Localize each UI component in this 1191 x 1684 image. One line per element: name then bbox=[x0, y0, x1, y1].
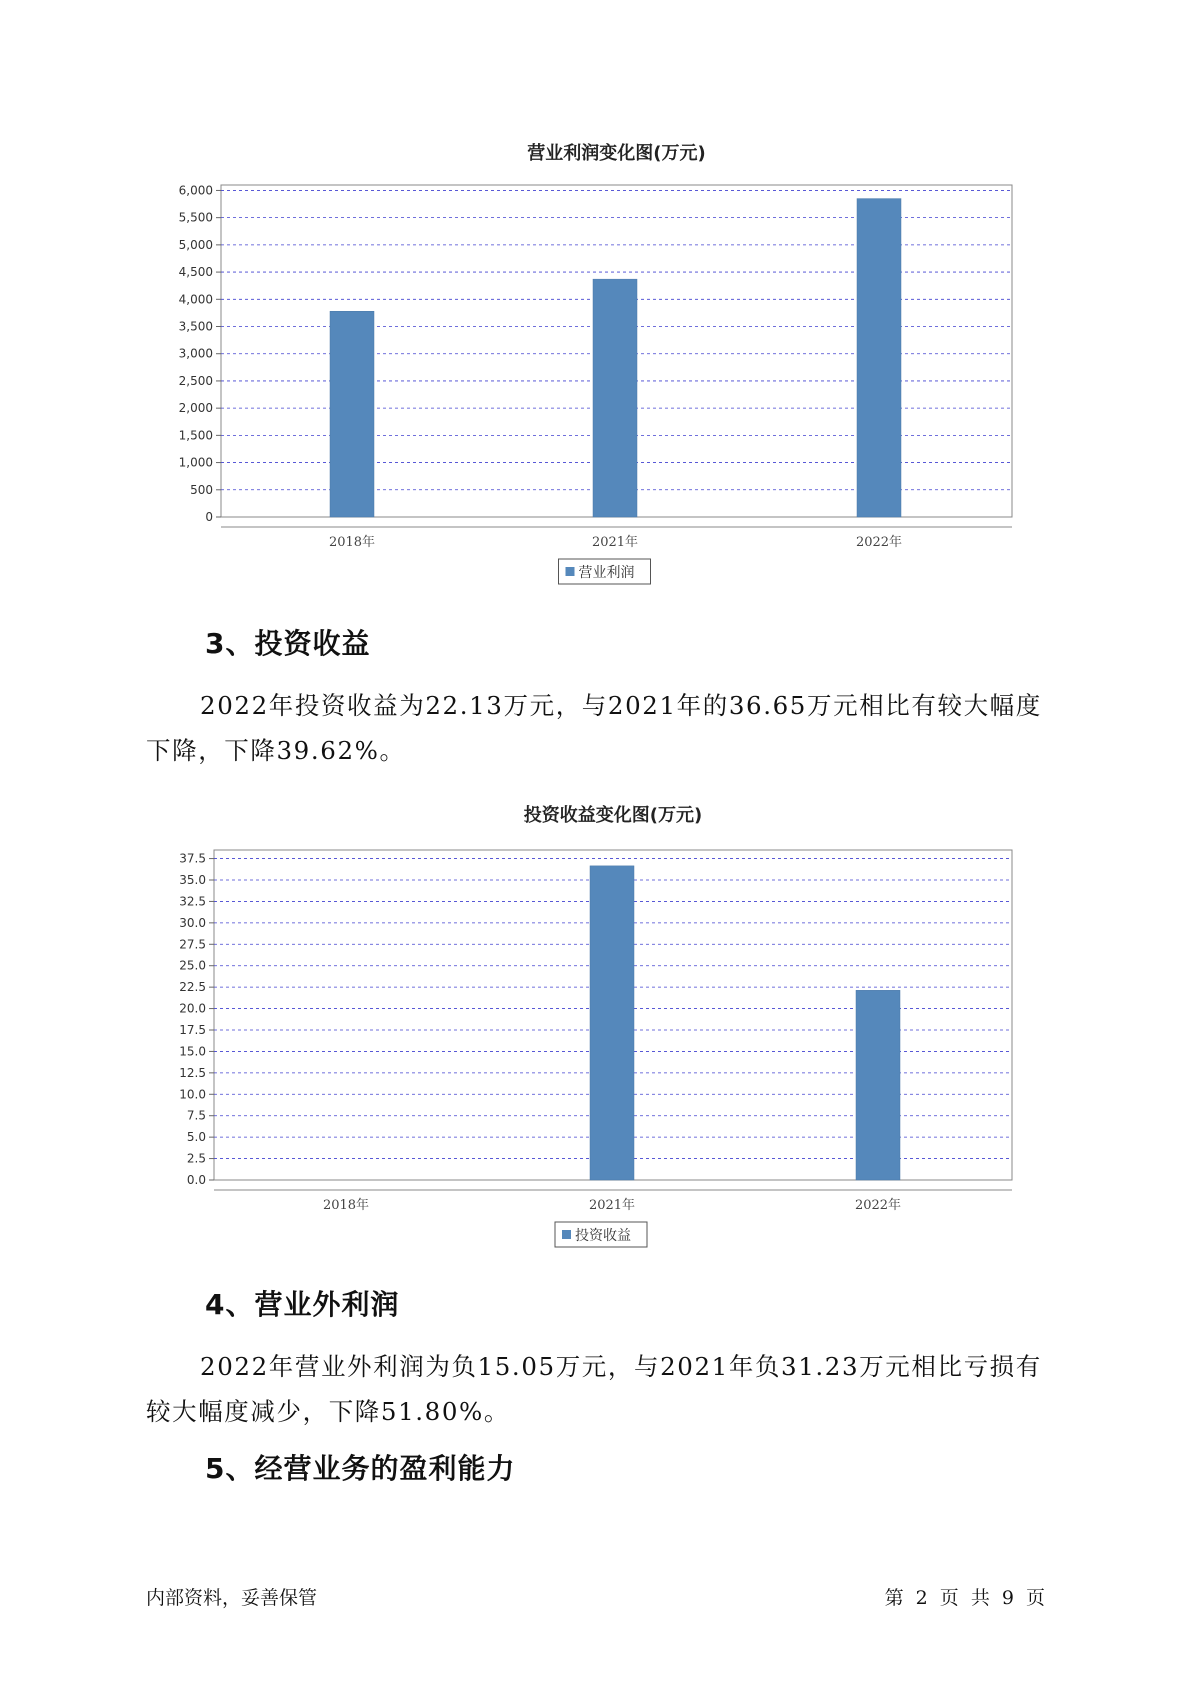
y-tick-label: 2.5 bbox=[186, 1151, 206, 1166]
x-tick-label: 2021年 bbox=[591, 535, 639, 550]
y-tick-label: 0.0 bbox=[186, 1173, 206, 1187]
y-tick-label: 6,000 bbox=[178, 183, 213, 198]
bar bbox=[590, 866, 634, 1180]
operating-profit-chart bbox=[0, 135, 1191, 595]
x-tick-label: 2018年 bbox=[328, 535, 376, 550]
chart-title: 投资收益变化图(万元) bbox=[523, 805, 703, 826]
y-tick-label: 30.0 bbox=[179, 915, 206, 930]
y-tick-label: 32.5 bbox=[179, 894, 206, 909]
x-tick-label: 2022年 bbox=[855, 535, 903, 550]
y-tick-label: 0 bbox=[205, 510, 213, 524]
y-tick-label: 35.0 bbox=[179, 873, 206, 887]
operating-profit-chart-svg bbox=[0, 135, 1191, 595]
legend-label: 投资收益 bbox=[575, 1228, 631, 1244]
section-4-paragraph: 2022年营业外利润为负15.05万元，与2021年负31.23万元相比亏损有较大幅度减少，下降51.80%。 bbox=[146, 1352, 1042, 1426]
y-tick-label: 27.5 bbox=[179, 937, 206, 952]
y-tick-label: 500 bbox=[190, 482, 213, 497]
investment-income-chart bbox=[0, 797, 1191, 1257]
y-tick-label: 2,000 bbox=[178, 401, 213, 416]
bar bbox=[330, 311, 374, 517]
y-tick-label: 25.0 bbox=[179, 958, 206, 973]
y-tick-label: 17.5 bbox=[179, 1023, 206, 1037]
x-tick-label: 2018年 bbox=[322, 1198, 370, 1213]
y-tick-label: 15.0 bbox=[179, 1044, 206, 1059]
y-tick-label: 3,000 bbox=[178, 346, 213, 361]
footer-confidential-note: 内部资料，妥善保管 bbox=[146, 1587, 318, 1609]
legend-swatch bbox=[566, 567, 575, 576]
legend-label: 营业利润 bbox=[578, 565, 635, 581]
y-tick-label: 5,000 bbox=[178, 237, 213, 252]
y-tick-label: 20.0 bbox=[179, 1001, 206, 1016]
investment-income-chart-svg bbox=[0, 797, 1191, 1257]
y-tick-label: 4,000 bbox=[178, 292, 213, 307]
y-tick-label: 3,500 bbox=[178, 319, 213, 334]
y-tick-label: 37.5 bbox=[179, 851, 206, 866]
legend-swatch bbox=[562, 1230, 571, 1239]
y-tick-label: 2,500 bbox=[178, 373, 213, 388]
bar bbox=[856, 990, 900, 1180]
bar bbox=[857, 199, 901, 517]
y-tick-label: 22.5 bbox=[179, 980, 206, 995]
section-4-heading: 4、营业外利润 bbox=[205, 1288, 400, 1321]
bar bbox=[593, 279, 637, 517]
x-tick-label: 2022年 bbox=[854, 1198, 902, 1213]
chart-title: 营业利润变化图(万元) bbox=[527, 143, 706, 164]
y-tick-label: 5.0 bbox=[186, 1130, 206, 1145]
y-tick-label: 10.0 bbox=[179, 1087, 206, 1102]
y-tick-label: 5,500 bbox=[178, 210, 213, 225]
y-tick-label: 1,500 bbox=[178, 428, 213, 443]
section-3-paragraph: 2022年投资收益为22.13万元，与2021年的36.65万元相比有较大幅度下降，下降39.62%。 bbox=[146, 691, 1042, 765]
section-5-heading: 5、经营业务的盈利能力 bbox=[205, 1452, 516, 1485]
y-tick-label: 4,500 bbox=[178, 265, 213, 280]
y-tick-label: 7.5 bbox=[186, 1108, 206, 1123]
x-tick-label: 2021年 bbox=[588, 1198, 636, 1213]
footer-page-number: 第 2 页 共 9 页 bbox=[884, 1587, 1045, 1609]
y-tick-label: 12.5 bbox=[179, 1065, 206, 1080]
y-tick-label: 1,000 bbox=[178, 455, 213, 470]
section-3-heading: 3、投资收益 bbox=[205, 627, 371, 660]
